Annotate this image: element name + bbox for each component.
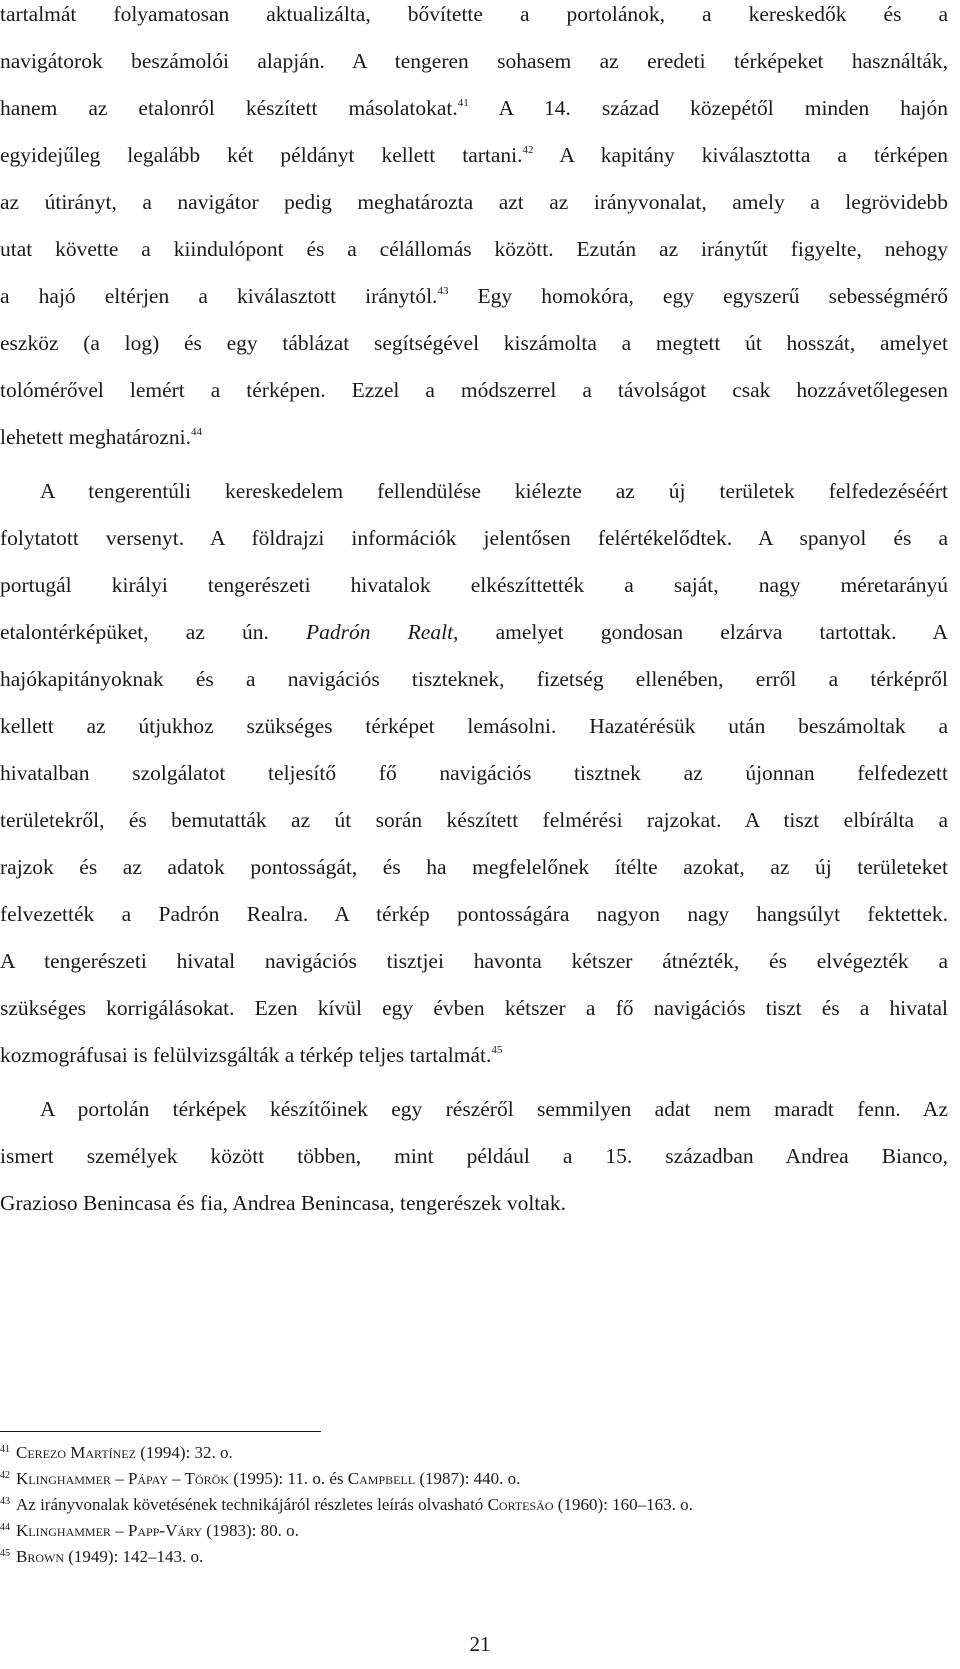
text-line: kellett az útjukhoz szükséges térképet lemásolni. Hazatérésük után beszámoltak a xyxy=(0,714,948,738)
footnote-text: (1987): 440. o. xyxy=(415,1469,521,1488)
text-line: portugál királyi tengerészeti hivatalok elkészíttették a saját, nagy méretarányú xyxy=(0,573,948,597)
italic-title: Padrón Realt xyxy=(306,620,454,644)
text-span: egyidejűleg legalább két példányt kellett tartani. xyxy=(0,143,523,167)
text-line: rajzok és az adatok pontosságát, és ha megfelelőnek ítélte azokat, az új területeket xyxy=(0,855,948,879)
text-span: lehetett meghatározni. xyxy=(0,425,192,449)
footnote-number: 45 xyxy=(0,1548,10,1559)
footnote-45 xyxy=(0,1544,203,1570)
text-line: eszköz (a log) és egy táblázat segítségével kiszámolta a megtett út hosszát, amelyet xyxy=(0,331,948,355)
text-line xyxy=(0,84,948,132)
footnote-ref-42[interactable]: 42 xyxy=(522,144,534,156)
text-line: utat követte a kiindulópont és a célállomás között. Ezután az iránytűt figyelte, nehogy xyxy=(0,237,948,261)
footnote-43 xyxy=(0,1492,693,1518)
text-line: területekről, és bemutatták az út során készített felmérési rajzokat. A tiszt elbírálta a xyxy=(0,808,948,832)
text-line: A tengerészeti hivatal navigációs tisztjei havonta kétszer átnézték, és elvégezték a xyxy=(0,949,948,973)
text-line: A tengerentúli kereskedelem fellendülése kiélezte az új területek felfedezéséért xyxy=(40,479,948,503)
footnote-author: Campbell xyxy=(347,1469,416,1488)
text-span: a hajó eltérjen a kiválasztott iránytól. xyxy=(0,284,438,308)
text-line: tolómérővel lemért a térképen. Ezzel a módszerrel a távolságot csak hozzávetőlegesen xyxy=(0,378,948,402)
text-span: etalontérképüket, az ún. xyxy=(0,620,307,644)
footnote-author: Cortesão xyxy=(487,1495,554,1514)
text-span: kozmográfusai is felülvizsgálták a térkép teljes tartalmát. xyxy=(0,1043,492,1067)
text-line xyxy=(0,272,948,320)
text-line: szükséges korrigálásokat. Ezen kívül egy évben kétszer a fő navigációs tiszt és a hivatal xyxy=(0,996,948,1020)
footnote-text: Az irányvonalak követésének technikájáról részletes leírás olvasható xyxy=(16,1495,488,1514)
footnote-author: Klinghammer – Pápay – Török xyxy=(16,1469,229,1488)
footnote-41 xyxy=(0,1440,233,1466)
text-line: hajókapitányoknak és a navigációs tiszteknek, fizetség ellenében, erről a térképről xyxy=(0,667,948,691)
text-span: A kapitány kiválasztotta a térképen xyxy=(533,143,948,167)
text-line xyxy=(0,413,948,461)
footnote-42 xyxy=(0,1466,520,1492)
footnote-44 xyxy=(0,1518,299,1544)
text-line: tartalmát folyamatosan aktualizálta, bővítette a portolánok, a kereskedők és a xyxy=(0,2,948,26)
page-number: 21 xyxy=(469,1632,491,1656)
footnote-separator xyxy=(0,1431,321,1432)
footnote-text: (1995): 11. o. és xyxy=(228,1469,348,1488)
text-line: navigátorok beszámolói alapján. A tengeren sohasem az eredeti térképeket használták, xyxy=(0,49,948,73)
text-line xyxy=(0,131,948,179)
footnote-text: (1949): 142–143. o. xyxy=(64,1547,204,1566)
footnote-ref-43[interactable]: 43 xyxy=(437,285,449,297)
footnote-number: 44 xyxy=(0,1522,10,1533)
footnote-number: 42 xyxy=(0,1470,10,1481)
text-line xyxy=(0,1031,948,1079)
footnote-ref-45[interactable]: 45 xyxy=(491,1044,503,1056)
footnote-number: 41 xyxy=(0,1444,10,1455)
footnote-number: 43 xyxy=(0,1496,10,1507)
footnote-text: (1994): 32. o. xyxy=(135,1443,233,1462)
text-line: hivatalban szolgálatot teljesítő fő navigációs tisztnek az újonnan felfedezett xyxy=(0,761,948,785)
text-line: A portolán térképek készítőinek egy részéről semmilyen adat nem maradt fenn. Az xyxy=(40,1097,948,1121)
text-span: , amelyet gondosan elzárva tartottak. A xyxy=(453,620,948,644)
text-line: ismert személyek között többen, mint például a 15. században Andrea Bianco, xyxy=(0,1144,948,1168)
footnote-author: Cerezo Martínez xyxy=(16,1443,136,1462)
text-line: az útirányt, a navigátor pedig meghatározta azt az irányvonalat, amely a legrövidebb xyxy=(0,190,948,214)
text-line: folytatott versenyt. A földrajzi információk jelentősen felértékelődtek. A spanyol és a xyxy=(0,526,948,550)
footnote-text: (1960): 160–163. o. xyxy=(553,1495,693,1514)
footnote-text: (1983): 80. o. xyxy=(202,1521,299,1540)
text-line xyxy=(0,608,948,656)
text-line: felvezették a Padrón Realra. A térkép pontosságára nagyon nagy hangsúlyt fektettek. xyxy=(0,902,948,926)
footnote-author: Brown xyxy=(16,1547,65,1566)
footnote-ref-44[interactable]: 44 xyxy=(191,426,203,438)
footnote-author: Klinghammer – Papp-Váry xyxy=(16,1521,203,1540)
text-span: A 14. század közepétől minden hajón xyxy=(468,96,948,120)
text-span: hanem az etalonról készített másolatokat. xyxy=(0,96,458,120)
footnote-ref-41[interactable]: 41 xyxy=(457,97,469,109)
text-line: Grazioso Benincasa és fia, Andrea Benincasa, tengerészek voltak. xyxy=(0,1191,566,1215)
text-span: Egy homokóra, egy egyszerű sebességmérő xyxy=(448,284,948,308)
